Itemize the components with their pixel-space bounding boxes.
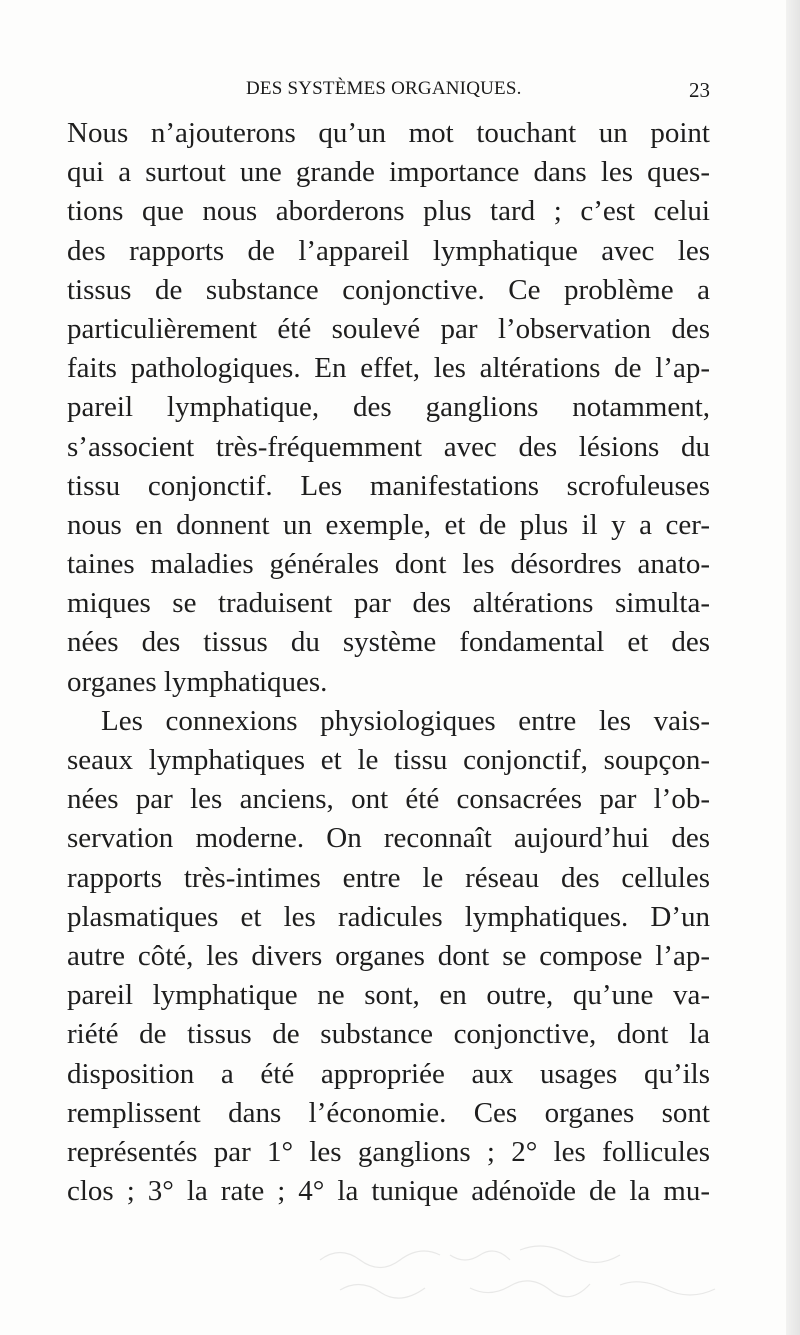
text-line: plasmatiques et les radicules lymphatiques. D’un: [67, 900, 710, 933]
paragraph-1: [67, 114, 710, 702]
text-line: pareil lymphatique ne sont, en outre, qu’une va-: [67, 979, 710, 1012]
text-line: particulièrement été soulevé par l’observation des: [67, 312, 710, 345]
text-line: nées des tissus du système fondamental et des: [67, 626, 710, 659]
text-line: disposition a été appropriée aux usages qu’ils: [67, 1057, 710, 1090]
text-line: riété de tissus de substance conjonctive, dont la: [67, 1018, 710, 1051]
text-line: seaux lymphatiques et le tissu conjonctif, soupçon-: [67, 744, 710, 776]
page-edge-shadow: [786, 0, 800, 1335]
text-line: tissus de substance conjonctive. Ce problème a: [67, 273, 710, 306]
text-line: organes lymphatiques.: [67, 665, 328, 698]
text-line: miques se traduisent par des altérations simulta-: [67, 587, 710, 620]
text-line: s’associent très-fréquemment avec des lésions du: [67, 430, 710, 463]
text-line: pareil lymphatique, des ganglions notamment,: [67, 391, 710, 424]
text-line: Nous n’ajouterons qu’un mot touchant un point: [67, 117, 710, 149]
text-line: autre côté, les divers organes dont se compose l’ap-: [67, 939, 710, 972]
text-line: Les connexions physiologiques entre les vais-: [101, 704, 710, 737]
text-line: qui a surtout une grande importance dans les ques-: [67, 156, 710, 189]
text-line: des rapports de l’appareil lymphatique avec les: [67, 234, 710, 267]
text-line: représentés par 1° les ganglions ; 2° les follicules: [67, 1135, 710, 1168]
text-line: rapports très-intimes entre le réseau des cellules: [67, 861, 710, 894]
text-line: tions que nous aborderons plus tard ; c’est celui: [67, 195, 710, 228]
text-line: servation moderne. On reconnaît aujourd’hui des: [67, 822, 710, 855]
text-line: nous en donnent un exemple, et de plus il y a cer-: [67, 508, 710, 541]
text-line: clos ; 3° la rate ; 4° la tunique adénoïde de la mu-: [67, 1175, 710, 1208]
text-line: nées par les anciens, ont été consacrées par l’ob-: [67, 783, 710, 816]
page-header: [246, 78, 710, 104]
text-line: tissu conjonctif. Les manifestations scrofuleuses: [67, 469, 710, 502]
text-line: faits pathologiques. En effet, les altérations de l’ap-: [67, 352, 710, 385]
body-text: [67, 114, 710, 1211]
running-head: DES SYSTÈMES ORGANIQUES.: [246, 78, 522, 99]
paragraph-2: [67, 702, 710, 1211]
text-line: remplissent dans l’économie. Ces organes sont: [67, 1096, 710, 1129]
page-number: 23: [689, 78, 710, 102]
text-line: taines maladies générales dont les désordres anato-: [67, 548, 710, 581]
faint-handwriting-marks: [300, 1230, 780, 1320]
